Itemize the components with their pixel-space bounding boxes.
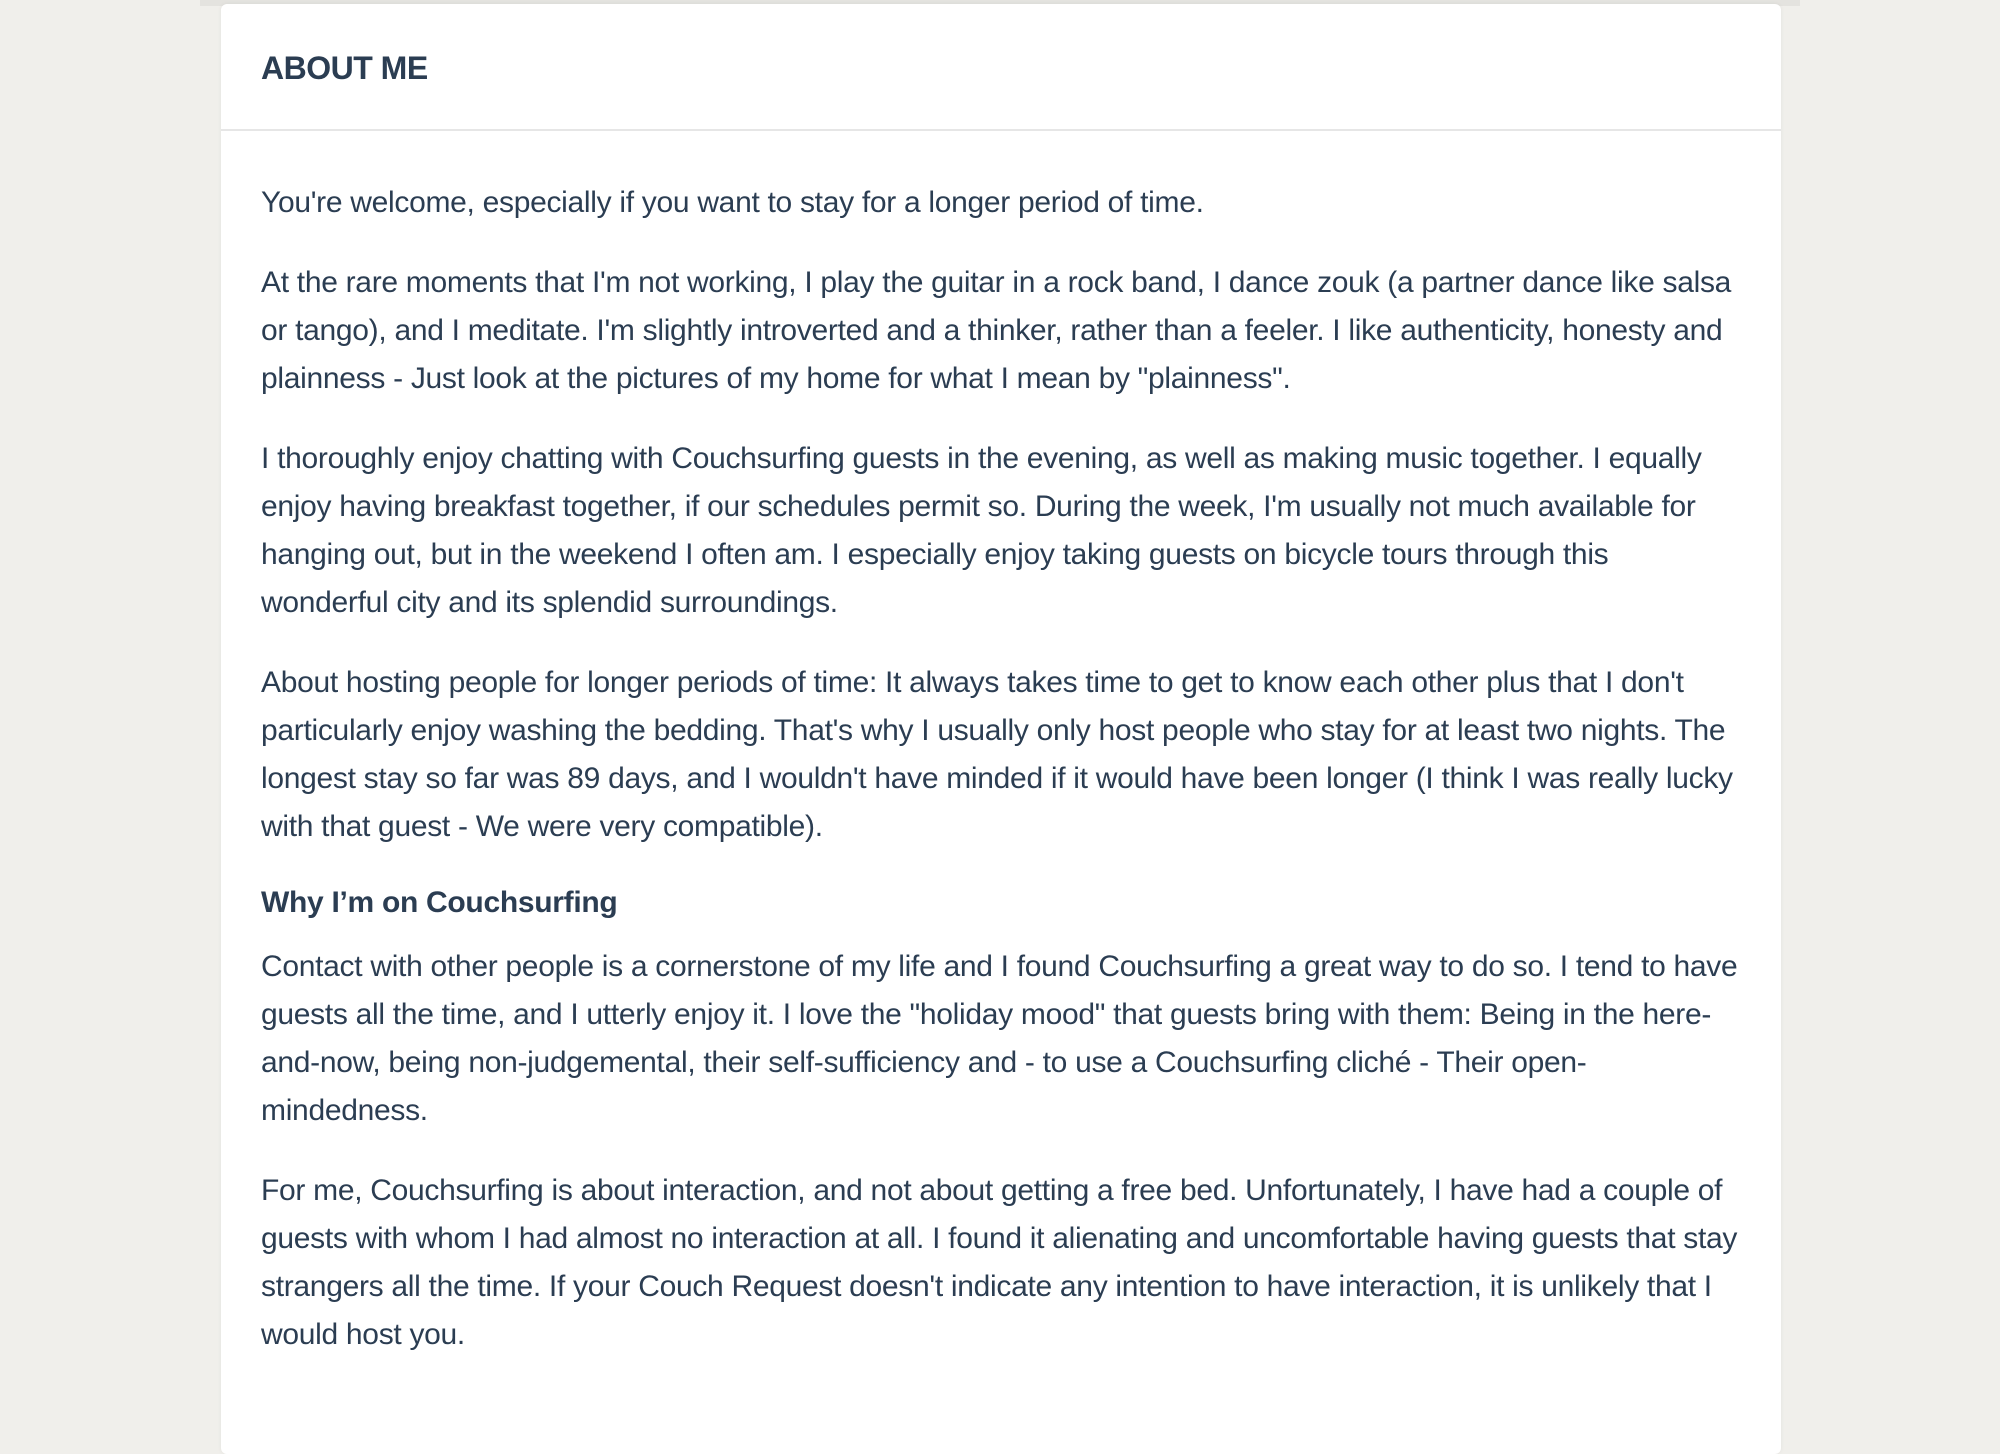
why-heading: Why I’m on Couchsurfing <box>261 886 618 919</box>
about-paragraph: At the rare moments that I'm not working, I play the guitar in a rock band, I dance zouk (a partner dance like salsa or tango), and I meditate. I'm slightly introverted and a thinker, rather than a feeler. I like authenticity, honesty and plainness - Just look at the pictures of my home for what I mean by "plainness". <box>261 266 1732 395</box>
why-paragraph: Contact with other people is a cornerstone of my life and I found Couchsurfing a great way to do so. I tend to have guests all the time, and I utterly enjoy it. I love the "holiday mood" that guests bring with them: Being in the here-and-now, being non-judgemental, their self-sufficiency and - to use a Couchsurfing cliché - Their open-mindedness. <box>261 950 1738 1127</box>
about-paragraph: I thoroughly enjoy chatting with Couchsurfing guests in the evening, as well as making music together. I equally enjoy having breakfast together, if our schedules permit so. During the week, I'm usually not much available for hanging out, but in the weekend I often am. I especially enjoy taking guests on bicycle tours through this wonderful city and its splendid surroundings. <box>261 442 1702 619</box>
about-me-body <box>221 131 1781 1359</box>
about-paragraph: About hosting people for longer periods of time: It always takes time to get to know each other plus that I don't particularly enjoy washing the bedding. That's why I usually only host people who stay for at least two nights. The longest stay so far was 89 days, and I wouldn't have minded if it would have been longer (I think I was really lucky with that guest - We were very compatible). <box>261 666 1733 843</box>
about-me-card <box>221 4 1781 1454</box>
about-paragraph: You're welcome, especially if you want to stay for a longer period of time. <box>261 186 1204 219</box>
card-header <box>221 4 1781 131</box>
section-title: ABOUT ME <box>261 50 428 86</box>
why-paragraph: For me, Couchsurfing is about interaction, and not about getting a free bed. Unfortunately, I have had a couple of guests with whom I had almost no interaction at all. I found it alienating and uncomfortable having guests that stay strangers all the time. If your Couch Request doesn't indicate any intention to have interaction, it is unlikely that I would host you. <box>261 1174 1738 1351</box>
